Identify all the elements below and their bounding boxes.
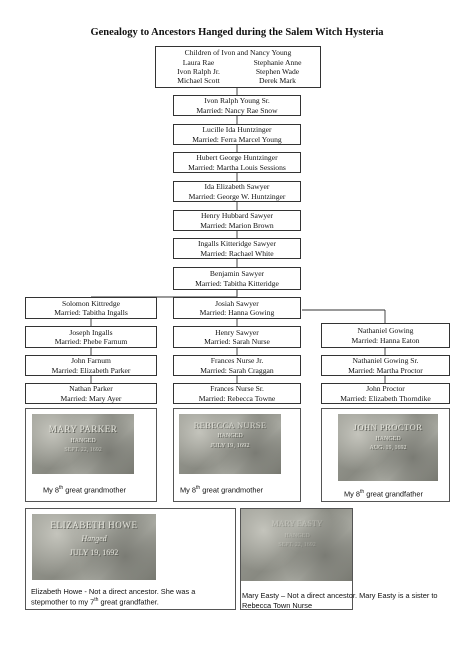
children-box: [155, 46, 321, 88]
person-box: [25, 326, 157, 348]
gravestone-image: [241, 509, 353, 581]
person-spouse: Married: Sarah Nurse: [204, 337, 270, 346]
stone-inscription-date: SEPT. 22, 1692: [64, 447, 102, 453]
person-spouse: Married: Nancy Rae Snow: [196, 105, 278, 115]
person-name: Hubert George Huntzinger: [196, 153, 278, 163]
person-spouse: Married: Tabitha Kitteridge: [195, 278, 279, 288]
person-name: Henry Hubbard Sawyer: [200, 211, 274, 221]
stone-inscription-hanged: HANGED: [70, 438, 96, 444]
person-box: [321, 323, 450, 348]
person-spouse: Married: Martha Proctor: [348, 365, 423, 375]
stone-inscription-date: JULY 19, 1692: [69, 548, 119, 557]
page-title: Genealogy to Ancestors Hanged during the Salem Witch Hysteria: [90, 27, 384, 38]
photo-caption: My 8th great grandmother: [180, 485, 264, 495]
gravestone-image: [32, 414, 134, 474]
stone-inscription-hanged: HANGED: [284, 533, 310, 539]
person-spouse: Married: Rachael White: [200, 248, 274, 258]
person-box: [173, 355, 301, 376]
person-spouse: Married: Rebecca Towne: [198, 393, 276, 403]
person-name: Solomon Kittredge: [61, 298, 120, 308]
stone-inscription-name: MARY PARKER: [48, 424, 118, 434]
gravestone-image: [338, 414, 438, 481]
person-box: [25, 383, 157, 404]
person-name: Frances Nurse Sr.: [210, 384, 264, 394]
person-box: [173, 181, 301, 202]
person-name: Lucille Ida Huntzinger: [202, 125, 272, 135]
child-name: Stephanie Anne: [253, 57, 302, 67]
person-name: Frances Nurse Jr.: [210, 356, 264, 366]
child-name: Stephen Wade: [255, 67, 300, 76]
person-box: [173, 124, 301, 145]
person-name: Joseph Ingalls: [69, 327, 113, 337]
person-box: [321, 355, 450, 376]
person-spouse: Married: Phebe Farnum: [54, 337, 128, 346]
gravestone-image: [179, 414, 281, 474]
person-box: [173, 210, 301, 231]
person-box: [173, 95, 301, 116]
person-box: [25, 297, 157, 319]
person-box: [173, 326, 301, 348]
child-name: Ivon Ralph Jr.: [177, 67, 220, 76]
person-name: John Proctor: [366, 384, 405, 394]
person-spouse: Married: Elizabeth Thorndike: [340, 393, 431, 403]
person-name: Ingalls Kitteridge Sawyer: [197, 239, 277, 249]
person-name: Henry Sawyer: [215, 327, 259, 337]
person-spouse: Married: Martha Louis Sessions: [188, 162, 286, 172]
photo-caption: Elizabeth Howe - Not a direct ancestor. She was a stepmother to my 7th great grandfather.: [31, 587, 196, 607]
photo-caption: Mary Easty – Not a direct ancestor. Mary Easty is a sister to Rebecca Town Nurse: [242, 591, 438, 610]
person-spouse: Married: Sarah Craggan: [200, 365, 274, 375]
stone-inscription-date: AUG. 19, 1692: [369, 445, 407, 451]
stone-inscription-name: REBECCA NURSE: [193, 420, 267, 430]
children-heading: Children of Ivon and Nancy Young: [184, 48, 292, 58]
stone-inscription-date: SEPT. 22, 1692: [278, 542, 316, 548]
stone-inscription-name: JOHN PROCTOR: [353, 422, 423, 432]
stone-inscription-name: MARY EASTY: [271, 519, 323, 528]
person-spouse: Married: Hanna Gowing: [199, 308, 275, 317]
person-name: Benjamin Sawyer: [209, 269, 265, 279]
stone-inscription-date: JULY 19, 1692: [210, 442, 250, 449]
person-spouse: Married: Hanna Eaton: [351, 335, 420, 345]
person-spouse: Married: Marion Brown: [200, 220, 274, 230]
person-box: [173, 383, 301, 404]
person-name: Nathaniel Gowing: [357, 326, 414, 336]
person-spouse: Married: Elizabeth Parker: [51, 365, 131, 375]
stone-inscription-hanged: HANGED: [375, 436, 401, 442]
gravestone-photo-card: [25, 408, 157, 502]
person-box: [173, 267, 301, 290]
gravestone-photo-card: [25, 508, 236, 610]
child-name: Michael Scott: [177, 76, 220, 86]
stone-inscription-hanged: HANGED: [217, 433, 243, 439]
person-spouse: Married: George W. Huntzinger: [188, 191, 286, 201]
person-box: [321, 383, 450, 404]
child-name: Derek Mark: [259, 76, 296, 86]
person-name: Ivon Ralph Young Sr.: [204, 96, 270, 106]
person-box: [173, 238, 301, 259]
person-spouse: Married: Tabitha Ingalls: [54, 308, 128, 317]
person-spouse: Married: Mary Ayer: [60, 393, 122, 403]
person-name: Ida Elizabeth Sawyer: [204, 182, 270, 192]
person-name: Nathaniel Gowing Sr.: [352, 356, 419, 366]
person-box: [173, 297, 301, 319]
person-name: Nathan Parker: [69, 384, 113, 394]
stone-inscription-hanged: Hanged: [81, 534, 107, 543]
photo-caption: My 8th great grandfather: [344, 489, 423, 499]
child-name: Laura Rae: [182, 57, 215, 67]
stone-inscription-name: ELIZABETH HOWE: [50, 520, 138, 530]
person-box: [173, 152, 301, 173]
person-box: [25, 355, 157, 376]
person-spouse: Married: Ferra Marcel Young: [192, 134, 282, 144]
gravestone-image: [32, 514, 156, 580]
gravestone-photo-card: [321, 408, 450, 502]
gravestone-photo-card: [173, 408, 301, 502]
person-name: John Farnum: [71, 356, 111, 366]
person-name: Josiah Sawyer: [215, 298, 259, 308]
photo-caption: My 8th great grandmother: [43, 485, 127, 495]
